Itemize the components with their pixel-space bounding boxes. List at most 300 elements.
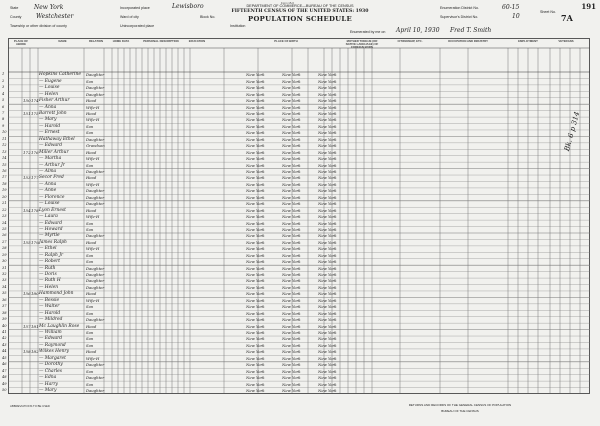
enumerated-date: April 10, 1930 [396,27,440,34]
row-birthplace-father: New York [282,149,301,155]
block-label: Block No. [200,15,216,19]
row-relation: Head [86,149,97,155]
row-line-number: 49 [2,381,7,386]
row-relation: Son [86,78,94,84]
row-relation: Wife-H [86,117,100,123]
column-group-heading: MOTHER TONGUE (OR NATIVE LANGUAGE) OF FOREIGN BORN [345,39,379,49]
column-group-heading: HOME DATA [112,39,130,43]
row-line-number: 32 [2,272,7,277]
row-birthplace-person: New York [246,117,265,123]
row-name: — Myrtle [39,233,60,239]
column-group-heading: PLACE OF BIRTH [274,39,298,43]
row-relation: Son [86,330,94,335]
row-relation: Head [86,349,97,355]
row-birthplace-mother: New York [318,284,337,290]
row-family-number: 179 [31,239,39,245]
row-name: Hammond John [39,291,74,297]
row-name: — Edward [39,336,63,342]
row-line-number: 8 [2,117,5,122]
page-number: 191 [581,2,596,11]
row-family-number: 177 [31,175,39,181]
row-relation: Daughter [86,317,105,323]
row-dwelling-number: 172 [23,149,31,155]
row-line-number: 46 [2,362,7,367]
row-name: — Anna [39,181,57,187]
row-birthplace-father: New York [282,194,301,200]
row-name: Wilkes Henry [39,349,69,355]
supervisor-value: 10 [512,13,520,20]
row-line-number: 13 [2,149,7,154]
row-birthplace-mother: New York [318,246,337,252]
row-birthplace-mother: New York [318,175,337,181]
row-name: — Anne [39,188,57,194]
row-birthplace-person: New York [246,98,265,104]
row-line-number: 27 [2,239,7,244]
row-birthplace-mother: New York [318,201,337,207]
row-birthplace-mother: New York [318,104,337,110]
row-birthplace-person: New York [246,214,265,220]
row-name: — Raymond [39,342,66,348]
row-birthplace-father: New York [282,220,301,226]
row-line-number: 18 [2,181,7,186]
row-birthplace-father: New York [282,291,301,297]
row-relation: Wife-H [86,355,100,361]
row-birthplace-father: New York [282,188,301,194]
column-group-heading: OCCUPATION AND INDUSTRY [447,39,489,43]
row-birthplace-mother: New York [318,194,337,200]
form-number: Form 15-6 [281,1,294,5]
row-birthplace-person: New York [246,156,265,162]
row-birthplace-mother: New York [318,123,337,129]
row-relation: Daughter [86,272,105,278]
row-birthplace-father: New York [282,252,301,258]
row-birthplace-father: New York [282,265,301,271]
row-name: — Bessie [39,297,60,303]
row-birthplace-mother: New York [318,362,337,368]
row-birthplace-person: New York [246,175,265,181]
row-birthplace-mother: New York [318,91,337,97]
row-birthplace-person: New York [246,336,265,342]
row-birthplace-person: New York [246,291,265,297]
township-label: Township or other division of county [10,24,67,28]
row-relation: Wife-H [86,104,100,110]
sheet-number: 7A [561,13,573,23]
row-birthplace-father: New York [282,330,301,335]
row-name: Secor Fred [39,175,64,181]
row-birthplace-father: New York [282,111,301,117]
row-birthplace-person: New York [246,355,265,361]
row-relation: Son [86,368,94,374]
row-line-number: 1 [2,72,5,77]
row-line-number: 25 [2,226,7,231]
institution-label: Institution [230,24,246,28]
row-family-number: 181 [31,323,39,329]
row-birthplace-mother: New York [318,265,337,271]
row-line-number: 22 [2,207,7,212]
row-birthplace-father: New York [282,336,301,342]
row-birthplace-mother: New York [318,162,337,168]
row-line-number: 19 [2,188,7,193]
row-birthplace-person: New York [246,162,265,168]
row-relation: Daughter [86,387,105,393]
row-birthplace-mother: New York [318,143,337,149]
row-birthplace-mother: New York [318,169,337,174]
row-birthplace-mother: New York [318,111,337,117]
row-birthplace-person: New York [246,169,265,174]
row-line-number: 16 [2,169,7,173]
row-birthplace-person: New York [246,201,265,207]
row-birthplace-father: New York [282,342,301,348]
row-line-number: 36 [2,297,7,302]
row-name: — Dorothy [39,362,63,368]
row-line-number: 20 [2,194,7,199]
row-relation: Daughter [86,201,105,207]
row-line-number: 23 [2,214,7,219]
incorporated-label: Incorporated place [120,6,150,10]
row-relation: Son [86,259,94,265]
unincorporated-label: Unincorporated place [120,24,155,28]
enumerated-label: Enumerated by me on [350,30,386,34]
row-birthplace-father: New York [282,98,301,104]
row-line-number: 5 [2,98,5,103]
row-birthplace-mother: New York [318,117,337,123]
row-birthplace-father: New York [282,297,301,303]
row-birthplace-mother: New York [318,156,337,162]
row-relation: Head [86,323,97,329]
row-birthplace-father: New York [282,214,301,220]
row-family-number: 182 [31,349,39,355]
row-relation: Wife-H [86,246,100,252]
row-dwelling-number: 156 [23,291,31,297]
row-birthplace-person: New York [246,252,265,258]
row-line-number: 44 [2,349,7,354]
row-line-number: 31 [2,265,7,270]
row-birthplace-person: New York [246,246,265,252]
row-birthplace-father: New York [282,246,301,252]
row-birthplace-mother: New York [318,272,337,278]
row-line-number: 15 [2,162,7,167]
column-group-heading: VETERANS [558,39,574,43]
row-line-number: 4 [2,91,5,96]
row-name: Mc Laughlin Rose [39,323,80,329]
row-birthplace-mother: New York [318,355,337,361]
row-birthplace-father: New York [282,355,301,361]
row-birthplace-mother: New York [318,188,337,194]
column-group-heading: EDUCATION [188,39,206,43]
enumeration-value: 60-15 [502,4,520,11]
row-birthplace-person: New York [246,284,265,290]
row-relation: Wife-H [86,181,100,187]
row-dwelling-number: 153 [23,175,31,181]
row-line-number: 35 [2,291,7,296]
row-birthplace-mother: New York [318,304,337,310]
row-name: Barrett John [39,111,67,117]
row-line-number: 45 [2,355,7,360]
row-birthplace-father: New York [282,104,301,110]
row-name: — Mary [39,387,57,393]
row-birthplace-person: New York [246,78,265,84]
row-dwelling-number: 155 [23,239,31,245]
row-birthplace-father: New York [282,304,301,310]
row-name: — Ethel [39,246,57,252]
row-line-number: 11 [2,136,7,141]
row-birthplace-mother: New York [318,278,337,284]
county-label: County [10,15,22,19]
row-birthplace-person: New York [246,149,265,155]
row-name: — William [39,330,62,335]
row-line-number: 39 [2,317,7,322]
row-line-number: 43 [2,342,7,347]
row-name: — Harold [39,123,61,129]
row-line-number: 29 [2,252,7,257]
row-name: — Eugene [39,78,62,84]
column-group-heading: CITIZENSHIP, ETC. [397,39,423,43]
row-birthplace-mother: New York [318,226,337,232]
column-group-heading: RELATION [88,39,104,43]
row-family-number: 178 [31,207,39,213]
row-birthplace-person: New York [246,310,265,316]
row-name: — Edward [39,220,63,226]
row-birthplace-mother: New York [318,342,337,348]
row-relation: Son [86,381,94,387]
row-birthplace-person: New York [246,72,265,78]
row-birthplace-person: New York [246,91,265,97]
row-birthplace-person: New York [246,304,265,310]
row-relation: Daughter [86,91,105,97]
row-birthplace-mother: New York [318,98,337,104]
row-name: — Arthur Jr [39,162,65,168]
row-birthplace-father: New York [282,259,301,265]
row-line-number: 24 [2,220,7,225]
row-dwelling-number: 150 [23,98,31,104]
row-birthplace-father: New York [282,226,301,232]
row-relation: Daughter [86,362,105,368]
row-birthplace-mother: New York [318,297,337,303]
row-birthplace-father: New York [282,323,301,329]
column-group-heading: EMPLOYMENT [518,39,538,43]
row-birthplace-father: New York [282,272,301,278]
row-dwelling-number: 158 [23,349,31,355]
row-birthplace-person: New York [246,272,265,278]
county-value: Westchester [36,13,74,20]
row-birthplace-person: New York [246,368,265,374]
incorporated-value: Lewisboro [172,3,204,10]
row-line-number: 7 [2,111,5,116]
row-line-number: 50 [2,387,7,392]
row-birthplace-father: New York [282,72,301,78]
row-name: — Edna [39,375,57,381]
state-value: New York [34,4,64,11]
row-name: — Florence [39,194,65,200]
row-relation: Son [86,310,94,316]
row-name: — Louise [39,201,60,207]
row-name: — Ralph Jr [39,252,64,258]
row-birthplace-father: New York [282,175,301,181]
row-birthplace-mother: New York [318,330,337,335]
row-relation: Daughter [86,194,105,200]
row-name: — Ruth [39,265,56,271]
row-relation: Son [86,123,94,129]
row-line-number: 2 [2,78,5,83]
row-birthplace-person: New York [246,342,265,348]
state-label: State [10,6,19,10]
row-name: — Helen [39,284,59,290]
row-name: — Mary [39,117,57,123]
row-relation: Head [86,175,97,181]
footer-instructions: RETURNS AND RECORDS OF THE GENERAL CENSUS OF POPULATION [408,403,512,407]
row-birthplace-father: New York [282,349,301,355]
row-line-number: 21 [2,201,7,206]
row-birthplace-father: New York [282,156,301,162]
column-group-heading: NAME [58,39,67,43]
row-birthplace-person: New York [246,387,265,393]
column-group-heading: PLACE OF ABODE [13,39,29,46]
row-birthplace-father: New York [282,117,301,123]
row-birthplace-father: New York [282,162,301,168]
row-birthplace-father: New York [282,375,301,381]
row-birthplace-mother: New York [318,317,337,323]
row-line-number: 26 [2,233,7,238]
row-birthplace-father: New York [282,143,301,149]
row-birthplace-mother: New York [318,291,337,297]
row-relation: Head [86,98,97,104]
row-line-number: 12 [2,143,7,148]
row-birthplace-father: New York [282,78,301,84]
row-name: Miller Arthur [39,149,69,155]
row-name: James Ralph [39,239,67,245]
row-birthplace-father: New York [282,284,301,290]
row-relation: Head [86,207,97,213]
row-name: Lyon Ernest [39,207,66,213]
row-birthplace-person: New York [246,104,265,110]
row-line-number: 6 [2,104,5,109]
sheet-label: Sheet No. [540,10,556,14]
row-family-number: 175 [31,111,39,117]
row-birthplace-person: New York [246,330,265,335]
row-relation: Son [86,220,94,226]
row-birthplace-person: New York [246,220,265,226]
row-name: — Walter [39,304,60,310]
row-dwelling-number: 154 [23,207,31,213]
row-birthplace-father: New York [282,233,301,239]
row-relation: Son [86,226,94,232]
row-relation: Daughter [86,72,105,78]
row-relation: Son [86,162,94,168]
row-relation: Grandson [86,143,105,149]
row-birthplace-father: New York [282,85,301,91]
row-birthplace-father: New York [282,91,301,97]
row-birthplace-father: New York [282,278,301,284]
row-relation: Son [86,252,94,258]
row-birthplace-person: New York [246,111,265,117]
row-birthplace-mother: New York [318,220,337,226]
row-birthplace-mother: New York [318,381,337,387]
row-birthplace-mother: New York [318,310,337,316]
row-relation: Daughter [86,265,105,271]
row-name: — Robert [39,259,61,265]
census-title: FIFTEENTH CENSUS OF THE UNITED STATES: 1930 [231,9,369,14]
row-birthplace-person: New York [246,265,265,271]
row-line-number: 37 [2,304,7,309]
row-name: — Ernest [39,130,60,136]
row-relation: Head [86,291,97,297]
row-birthplace-father: New York [282,201,301,207]
row-birthplace-father: New York [282,207,301,213]
row-relation: Daughter [86,85,105,91]
row-birthplace-mother: New York [318,349,337,355]
row-line-number: 14 [2,156,7,161]
row-birthplace-person: New York [246,85,265,91]
row-line-number: 48 [2,375,7,380]
row-relation: Wife-H [86,297,100,303]
row-relation: Son [86,304,94,310]
row-birthplace-person: New York [246,194,265,200]
row-name: — Margaret [39,355,66,361]
row-birthplace-father: New York [282,239,301,245]
row-birthplace-person: New York [246,136,265,142]
row-birthplace-mother: New York [318,85,337,91]
row-birthplace-mother: New York [318,259,337,265]
row-name: — Ruth H [39,278,61,284]
row-birthplace-person: New York [246,381,265,387]
row-birthplace-person: New York [246,226,265,232]
row-birthplace-father: New York [282,310,301,316]
row-line-number: 9 [2,123,5,128]
row-name: — Helen [39,91,59,97]
row-line-number: 40 [2,323,7,328]
row-relation: Daughter [86,233,105,239]
abbreviations-title: ABBREVIATIONS TO BE USED [10,404,50,408]
row-name: — Louise [39,85,60,91]
row-birthplace-father: New York [282,136,301,142]
row-name: — Martha [39,156,62,162]
row-name: — Harold [39,310,61,316]
row-birthplace-mother: New York [318,375,337,381]
row-line-number: 47 [2,368,7,373]
row-birthplace-mother: New York [318,336,337,342]
row-birthplace-mother: New York [318,149,337,155]
row-line-number: 17 [2,175,7,180]
row-birthplace-father: New York [282,169,301,174]
row-relation: Daughter [86,278,105,284]
row-birthplace-mother: New York [318,368,337,374]
row-name: — Charles [39,368,62,374]
row-name: Hopkins Catherine [39,72,81,78]
row-birthplace-father: New York [282,123,301,129]
department-title: DEPARTMENT OF COMMERCE—BUREAU OF THE CENSUS [246,4,354,8]
row-line-number: 30 [2,259,7,264]
row-birthplace-father: New York [282,387,301,393]
enumeration-label: Enumeration District No. [440,6,479,10]
ward-label: Ward of city [120,15,139,19]
row-birthplace-person: New York [246,143,265,149]
row-name: — Mildred [39,317,63,323]
row-birthplace-person: New York [246,181,265,187]
row-relation: Wife-H [86,156,100,162]
row-name: — Howard [39,226,63,232]
row-dwelling-number: 151 [23,111,31,117]
row-name: — Harry [39,381,58,387]
row-name: — Alma [39,169,57,174]
row-birthplace-person: New York [246,375,265,381]
row-family-number: 174 [31,98,39,104]
row-birthplace-father: New York [282,181,301,187]
enumerator-name: Fred T. Smith [450,27,492,34]
row-name: — Edward [39,143,63,149]
row-birthplace-mother: New York [318,387,337,393]
row-relation: Son [86,336,94,342]
row-line-number: 38 [2,310,7,315]
